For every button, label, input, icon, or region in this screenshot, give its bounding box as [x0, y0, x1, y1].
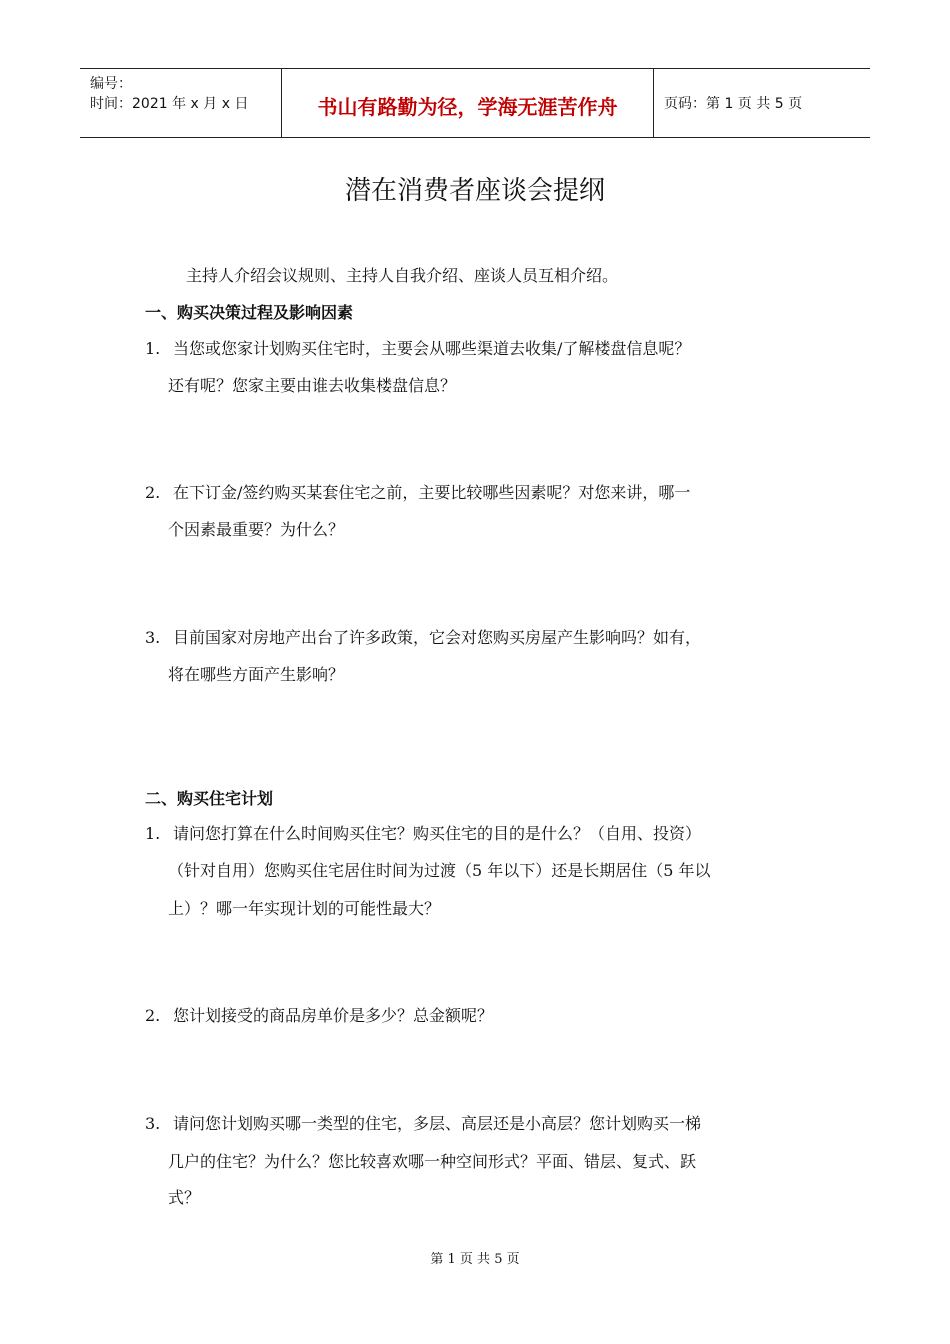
s1-question-3-continuation: 将在哪些方面产生影响？ [168, 665, 345, 684]
s2-question-1-continuation-2: 上）？哪一年实现计划的可能性最大？ [168, 899, 441, 918]
s1-question-3 [145, 625, 701, 648]
header-right-cell [654, 69, 870, 137]
s1-question-1-continuation: 还有呢？您家主要由谁去收集楼盘信息？ [168, 376, 457, 395]
s2-question-1-continuation-1: （针对自用）您购买住宅居住时间为过渡（5 年以下）还是长期居住（5 年以 [168, 861, 711, 880]
s1-question-2 [145, 480, 690, 503]
question-number: 1. [145, 339, 161, 358]
section-2-heading: 二、购买住宅计划 [145, 789, 274, 808]
question-text: 在下订金/签约购买某套住宅之前，主要比较哪些因素呢？对您来讲，哪一 [173, 483, 691, 502]
question-number: 3. [145, 628, 161, 647]
header-middle-cell [282, 69, 654, 137]
s1-question-1 [145, 336, 690, 359]
s2-question-3-continuation-2: 式？ [168, 1188, 201, 1207]
question-number: 3. [145, 1114, 161, 1133]
time-label: 时间：2021 年 x 月 x 日 [90, 96, 249, 112]
s2-question-1 [145, 821, 701, 844]
header-page-code: 页码：第 1 页 共 5 页 [664, 96, 803, 112]
question-text: 请问您打算在什么时间购买住宅？购买住宅的目的是什么？（自用、投资） [173, 824, 702, 843]
s2-question-3 [145, 1111, 701, 1134]
document-header [80, 68, 870, 138]
number-label: 编号： [90, 76, 132, 92]
document-title: 潜在消费者座谈会提纲 [344, 176, 605, 206]
question-number: 1. [145, 824, 161, 843]
page-footer: 第 1 页 共 5 页 [430, 1252, 520, 1267]
question-text: 目前国家对房地产出台了许多政策，它会对您购买房屋产生影响吗？如有， [173, 628, 702, 647]
header-motto: 书山有路勤为径，学海无涯苦作舟 [317, 95, 618, 119]
question-text: 请问您计划购买哪一类型的住宅，多层、高层还是小高层？您计划购买一梯 [173, 1114, 702, 1133]
question-text: 当您或您家计划购买住宅时，主要会从哪些渠道去收集/了解楼盘信息呢？ [173, 339, 691, 358]
intro-paragraph: 主持人介绍会议规则、主持人自我介绍、座谈人员互相介绍。 [186, 266, 619, 285]
question-number: 2. [145, 483, 161, 502]
question-number: 2. [145, 1006, 161, 1025]
s2-question-2 [145, 1003, 493, 1026]
section-1-heading: 一、购买决策过程及影响因素 [145, 303, 354, 322]
header-left-cell [80, 69, 282, 137]
s1-question-2-continuation: 个因素最重要？为什么？ [168, 520, 345, 539]
question-text: 您计划接受的商品房单价是多少？总金额呢？ [173, 1006, 494, 1025]
s2-question-3-continuation-1: 几户的住宅？为什么？您比较喜欢哪一种空间形式？平面、错层、复式、跃 [168, 1152, 697, 1171]
